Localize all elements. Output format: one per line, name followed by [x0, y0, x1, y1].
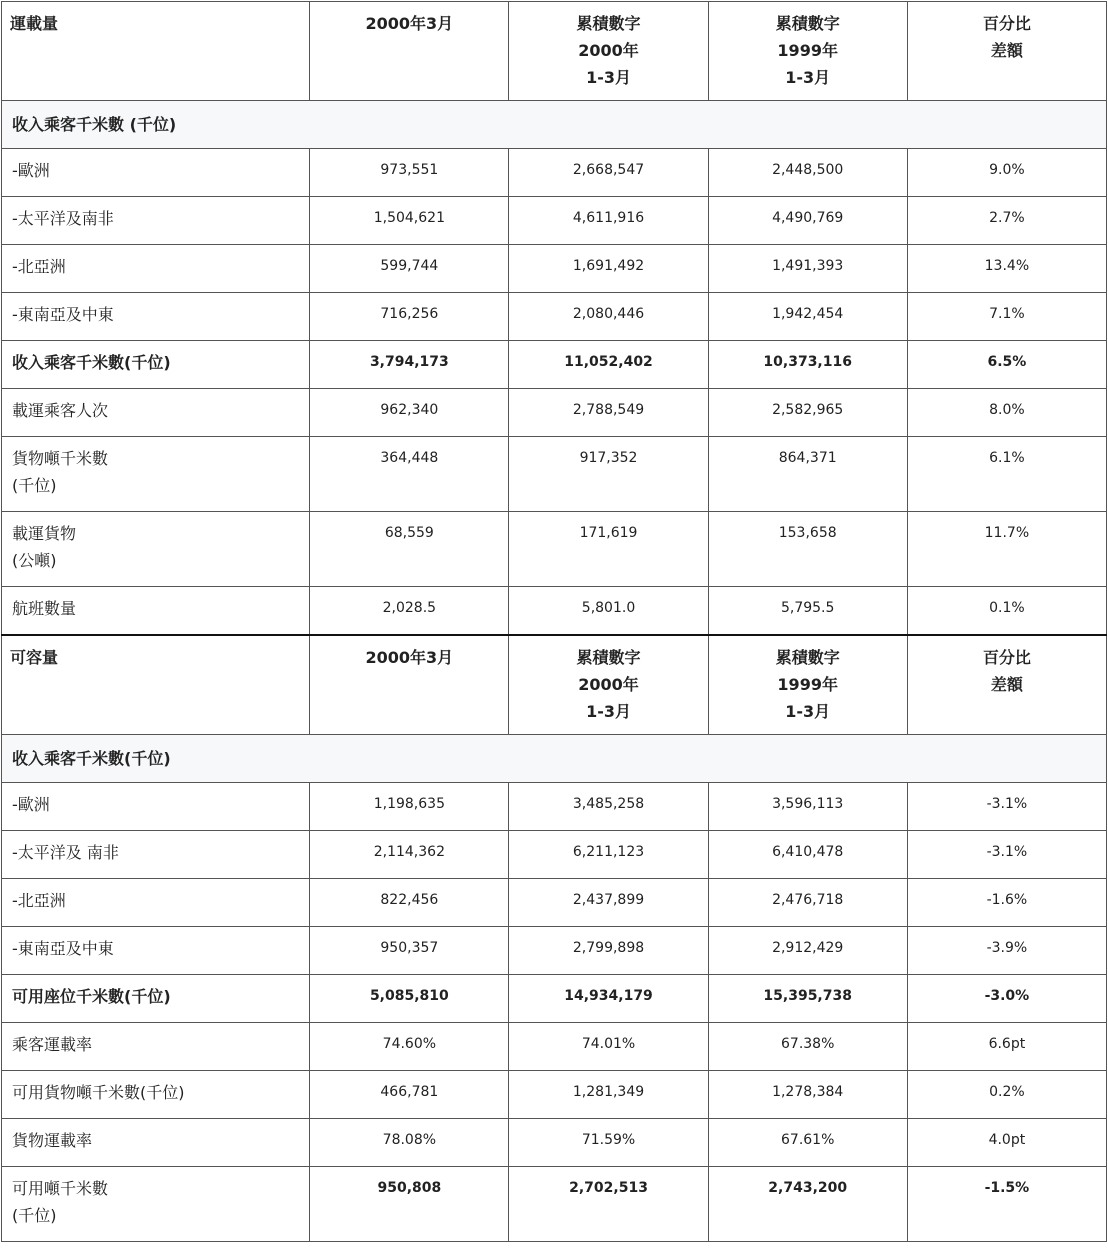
- value-cell: 6.5%: [907, 341, 1106, 389]
- cell-line: 貨物噸千米數: [12, 449, 109, 468]
- cell-line: 百分比: [982, 648, 1031, 667]
- value-cell: 74.60%: [310, 1023, 509, 1071]
- column-header: [310, 2, 509, 101]
- cell-line: 1999年: [777, 675, 838, 694]
- cell-line: -歐洲: [12, 161, 50, 180]
- value-cell: 2,912,429: [708, 927, 907, 975]
- value-cell: 2,114,362: [310, 831, 509, 879]
- cell-line: 累積數字: [576, 14, 641, 33]
- row-label: [2, 293, 310, 341]
- value-cell: 67.38%: [708, 1023, 907, 1071]
- column-header: [708, 2, 907, 101]
- cell-line: (千位): [12, 1206, 57, 1225]
- table-row: [2, 1167, 1107, 1242]
- value-cell: 71.59%: [509, 1119, 708, 1167]
- value-cell: 0.2%: [907, 1071, 1106, 1119]
- row-label: [2, 927, 310, 975]
- cell-line: 載運乘客人次: [12, 401, 109, 420]
- header-title: 運載量: [2, 2, 310, 101]
- column-header: [708, 635, 907, 735]
- value-cell: 6.1%: [907, 437, 1106, 512]
- value-cell: 917,352: [509, 437, 708, 512]
- cell-line: -北亞洲: [12, 257, 66, 276]
- value-cell: 1,942,454: [708, 293, 907, 341]
- value-cell: 3,794,173: [310, 341, 509, 389]
- value-cell: 3,485,258: [509, 783, 708, 831]
- statistics-table: [1, 1, 1107, 1242]
- value-cell: 599,744: [310, 245, 509, 293]
- table-row: [2, 389, 1107, 437]
- cell-line: (公噸): [12, 551, 57, 570]
- value-cell: 2,080,446: [509, 293, 708, 341]
- table-row: [2, 831, 1107, 879]
- value-cell: 67.61%: [708, 1119, 907, 1167]
- cell-line: 1-3月: [586, 702, 631, 721]
- value-cell: -1.6%: [907, 879, 1106, 927]
- row-label: [2, 975, 310, 1023]
- traffic-header-row: [2, 2, 1107, 101]
- statistics-table-body: [2, 2, 1107, 1242]
- value-cell: 1,281,349: [509, 1071, 708, 1119]
- row-label: [2, 1023, 310, 1071]
- traffic-section-row: [2, 101, 1107, 149]
- value-cell: 1,504,621: [310, 197, 509, 245]
- cell-line: 可用座位千米數(千位): [12, 987, 171, 1006]
- value-cell: 950,357: [310, 927, 509, 975]
- value-cell: 962,340: [310, 389, 509, 437]
- cell-line: (千位): [12, 476, 57, 495]
- value-cell: -1.5%: [907, 1167, 1106, 1242]
- value-cell: 9.0%: [907, 149, 1106, 197]
- cell-line: -東南亞及中東: [12, 305, 114, 324]
- value-cell: -3.1%: [907, 783, 1106, 831]
- cell-line: 貨物運載率: [12, 1131, 93, 1150]
- value-cell: 0.1%: [907, 587, 1106, 636]
- value-cell: 822,456: [310, 879, 509, 927]
- cell-line: 1-3月: [586, 68, 631, 87]
- value-cell: 5,795.5: [708, 587, 907, 636]
- cell-line: 累積數字: [576, 648, 641, 667]
- value-cell: -3.1%: [907, 831, 1106, 879]
- value-cell: 78.08%: [310, 1119, 509, 1167]
- value-cell: 466,781: [310, 1071, 509, 1119]
- cell-line: -太平洋及南非: [12, 209, 114, 228]
- cell-line: 2000年: [578, 41, 639, 60]
- value-cell: 6.6pt: [907, 1023, 1106, 1071]
- cell-line: 差額: [990, 41, 1023, 60]
- cell-line: -東南亞及中東: [12, 939, 114, 958]
- value-cell: 171,619: [509, 512, 708, 587]
- cell-line: -北亞洲: [12, 891, 66, 910]
- value-cell: 6,410,478: [708, 831, 907, 879]
- column-header: [509, 635, 708, 735]
- cell-line: 差額: [990, 675, 1023, 694]
- table-row: [2, 975, 1107, 1023]
- row-label: [2, 149, 310, 197]
- row-label: [2, 245, 310, 293]
- cell-line: 2000年: [578, 675, 639, 694]
- value-cell: 2,799,898: [509, 927, 708, 975]
- value-cell: 13.4%: [907, 245, 1106, 293]
- cell-line: 百分比: [982, 14, 1031, 33]
- value-cell: 2,582,965: [708, 389, 907, 437]
- row-label: [2, 197, 310, 245]
- cell-line: -歐洲: [12, 795, 50, 814]
- table-row: [2, 1119, 1107, 1167]
- capacity-section-row: [2, 735, 1107, 783]
- row-label: [2, 1071, 310, 1119]
- cell-line: 可用貨物噸千米數(千位): [12, 1083, 185, 1102]
- cell-line: 收入乘客千米數(千位): [12, 353, 171, 372]
- value-cell: 864,371: [708, 437, 907, 512]
- cell-line: 可用噸千米數: [12, 1179, 109, 1198]
- value-cell: 14,934,179: [509, 975, 708, 1023]
- value-cell: -3.0%: [907, 975, 1106, 1023]
- value-cell: 15,395,738: [708, 975, 907, 1023]
- row-label: [2, 783, 310, 831]
- value-cell: 2,437,899: [509, 879, 708, 927]
- value-cell: 4,490,769: [708, 197, 907, 245]
- cell-line: 2000年3月: [365, 14, 454, 33]
- value-cell: 2,743,200: [708, 1167, 907, 1242]
- value-cell: 2,476,718: [708, 879, 907, 927]
- value-cell: 716,256: [310, 293, 509, 341]
- value-cell: 1,198,635: [310, 783, 509, 831]
- table-row: [2, 1023, 1107, 1071]
- value-cell: 2,702,513: [509, 1167, 708, 1242]
- value-cell: 11.7%: [907, 512, 1106, 587]
- value-cell: 74.01%: [509, 1023, 708, 1071]
- value-cell: 2,668,547: [509, 149, 708, 197]
- value-cell: 364,448: [310, 437, 509, 512]
- value-cell: 1,278,384: [708, 1071, 907, 1119]
- row-label: [2, 1167, 310, 1242]
- column-header: [907, 635, 1106, 735]
- table-row: [2, 437, 1107, 512]
- table-row: [2, 512, 1107, 587]
- value-cell: 10,373,116: [708, 341, 907, 389]
- value-cell: 973,551: [310, 149, 509, 197]
- table-row: [2, 783, 1107, 831]
- table-row: [2, 879, 1107, 927]
- cell-line: -太平洋及 南非: [12, 843, 119, 862]
- table-row: [2, 197, 1107, 245]
- value-cell: 1,491,393: [708, 245, 907, 293]
- value-cell: 68,559: [310, 512, 509, 587]
- table-row: [2, 293, 1107, 341]
- value-cell: 6,211,123: [509, 831, 708, 879]
- row-label: [2, 1119, 310, 1167]
- row-label: [2, 512, 310, 587]
- column-header: [310, 635, 509, 735]
- column-header: [509, 2, 708, 101]
- cell-line: 1-3月: [785, 702, 831, 721]
- value-cell: 5,085,810: [310, 975, 509, 1023]
- cell-line: 乘客運載率: [12, 1035, 93, 1054]
- cell-line: 航班數量: [12, 599, 77, 618]
- value-cell: 11,052,402: [509, 341, 708, 389]
- table-row: [2, 245, 1107, 293]
- value-cell: 2.7%: [907, 197, 1106, 245]
- row-label: [2, 437, 310, 512]
- cell-line: 1999年: [777, 41, 838, 60]
- value-cell: 2,788,549: [509, 389, 708, 437]
- value-cell: 1,691,492: [509, 245, 708, 293]
- row-label: [2, 389, 310, 437]
- value-cell: 153,658: [708, 512, 907, 587]
- value-cell: 7.1%: [907, 293, 1106, 341]
- cell-line: 累積數字: [775, 14, 840, 33]
- column-header: [907, 2, 1106, 101]
- value-cell: 4,611,916: [509, 197, 708, 245]
- table-row: [2, 149, 1107, 197]
- section-title: 收入乘客千米數 (千位): [2, 101, 1107, 149]
- table-row: [2, 341, 1107, 389]
- cell-line: 載運貨物: [12, 524, 77, 543]
- value-cell: 2,028.5: [310, 587, 509, 636]
- value-cell: 950,808: [310, 1167, 509, 1242]
- value-cell: 5,801.0: [509, 587, 708, 636]
- cell-line: 1-3月: [785, 68, 831, 87]
- row-label: [2, 831, 310, 879]
- row-label: [2, 879, 310, 927]
- value-cell: 4.0pt: [907, 1119, 1106, 1167]
- table-row: [2, 927, 1107, 975]
- table-row: [2, 587, 1107, 636]
- section-title: 收入乘客千米數(千位): [2, 735, 1107, 783]
- value-cell: 2,448,500: [708, 149, 907, 197]
- cell-line: 累積數字: [775, 648, 840, 667]
- header-title: 可容量: [2, 635, 310, 735]
- value-cell: -3.9%: [907, 927, 1106, 975]
- table-row: [2, 1071, 1107, 1119]
- value-cell: 8.0%: [907, 389, 1106, 437]
- capacity-header-row: [2, 635, 1107, 735]
- value-cell: 3,596,113: [708, 783, 907, 831]
- row-label: [2, 341, 310, 389]
- row-label: [2, 587, 310, 636]
- cell-line: 2000年3月: [365, 648, 454, 667]
